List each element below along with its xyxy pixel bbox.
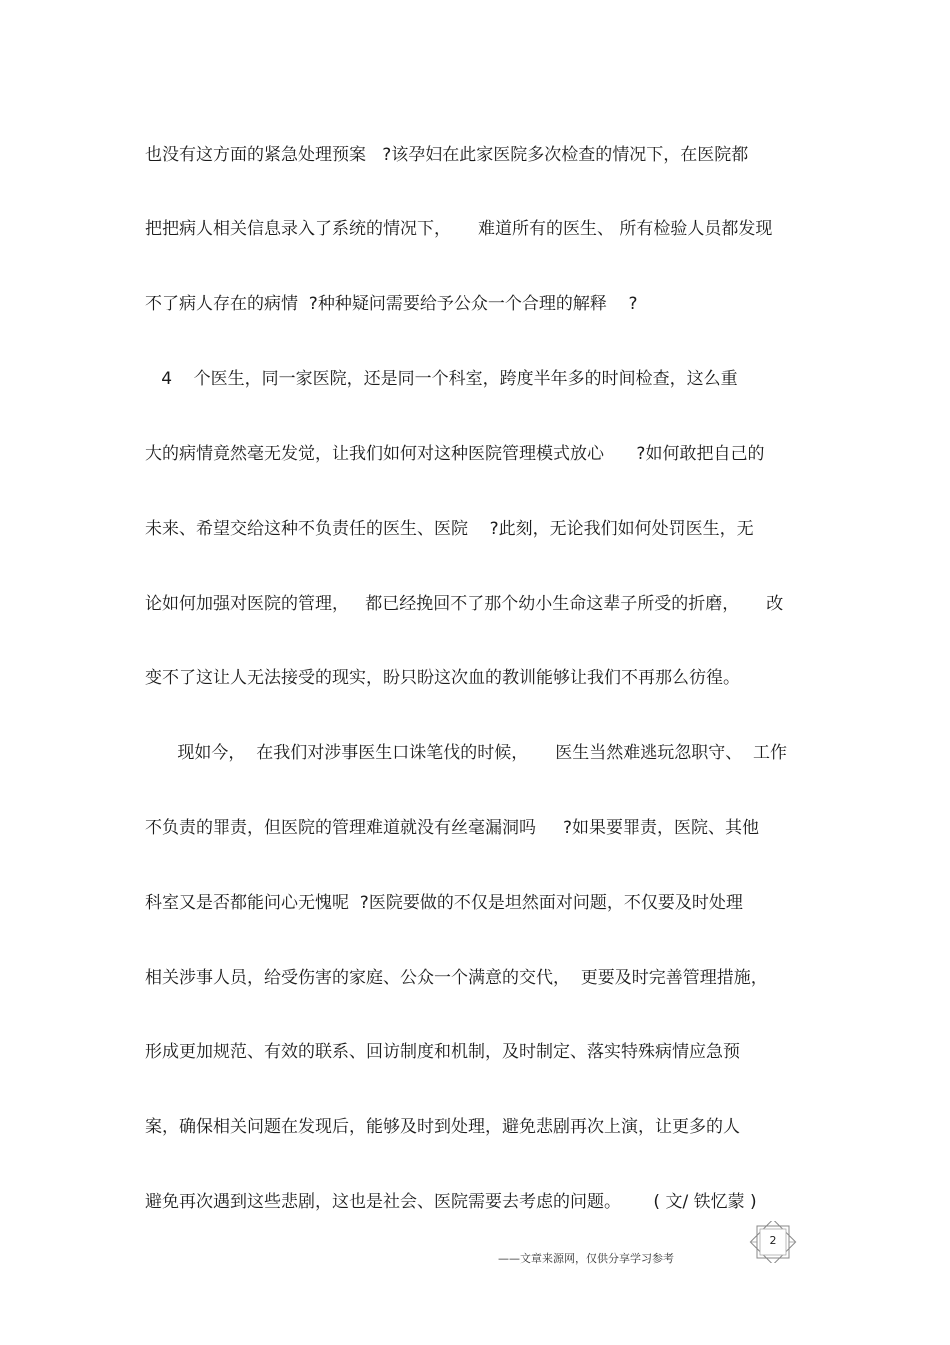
paragraph-line: 不负责的罪责，但医院的管理难道就没有丝毫漏洞吗 ?如果要罪责，医院、其他: [145, 818, 760, 838]
paragraph-line: 现如今， 在我们对涉事医生口诛笔伐的时候， 医生当然难逃玩忽职守、 工作: [145, 743, 788, 763]
paragraph-line: 把把病人相关信息录入了系统的情况下， 难道所有的医生、 所有检验人员都发现: [145, 219, 773, 239]
paragraph-line: 4 个医生，同一家医院，还是同一个科室，跨度半年多的时间检查，这么重: [145, 369, 738, 389]
paragraph-line: 避免再次遇到这些悲剧，这也是社会、医院需要去考虑的问题。 ( 文/ 铁忆蒙 ): [145, 1192, 757, 1212]
paragraph-line: 大的病情竟然毫无发觉，让我们如何对这种医院管理模式放心 ?如何敢把自己的: [145, 444, 765, 464]
source-note: ——文章来源网，仅供分享学习参考: [498, 1252, 674, 1265]
paragraph-line: 相关涉事人员，给受伤害的家庭、公众一个满意的交代， 更要及时完善管理措施，: [145, 968, 768, 988]
paragraph-line: 未来、希望交给这种不负责任的医生、医院 ?此刻，无论我们如何处罚医生，无: [145, 519, 754, 539]
paragraph-line: 变不了这让人无法接受的现实，盼只盼这次血的教训能够让我们不再那么彷徨。: [145, 668, 740, 688]
paragraph-line: 也没有这方面的紧急处理预案 ?该孕妇在此家医院多次检查的情况下，在医院都: [145, 145, 749, 165]
page-number-badge: [748, 1221, 798, 1263]
paragraph-line: 论如何加强对医院的管理， 都已经挽回不了那个幼小生命这辈子所受的折磨， 改: [145, 594, 784, 614]
paragraph-line: 案，确保相关问题在发现后，能够及时到处理，避免悲剧再次上演，让更多的人: [145, 1117, 740, 1137]
page-number: 2: [769, 1234, 777, 1247]
paragraph-line: 形成更加规范、有效的联系、回访制度和机制，及时制定、落实特殊病情应急预: [145, 1042, 740, 1062]
paragraph-line: 科室又是否都能问心无愧呢 ?医院要做的不仅是坦然面对问题，不仅要及时处理: [145, 893, 743, 913]
paragraph-line: 不了病人存在的病情 ?种种疑问需要给予公众一个合理的解释 ?: [145, 294, 638, 314]
